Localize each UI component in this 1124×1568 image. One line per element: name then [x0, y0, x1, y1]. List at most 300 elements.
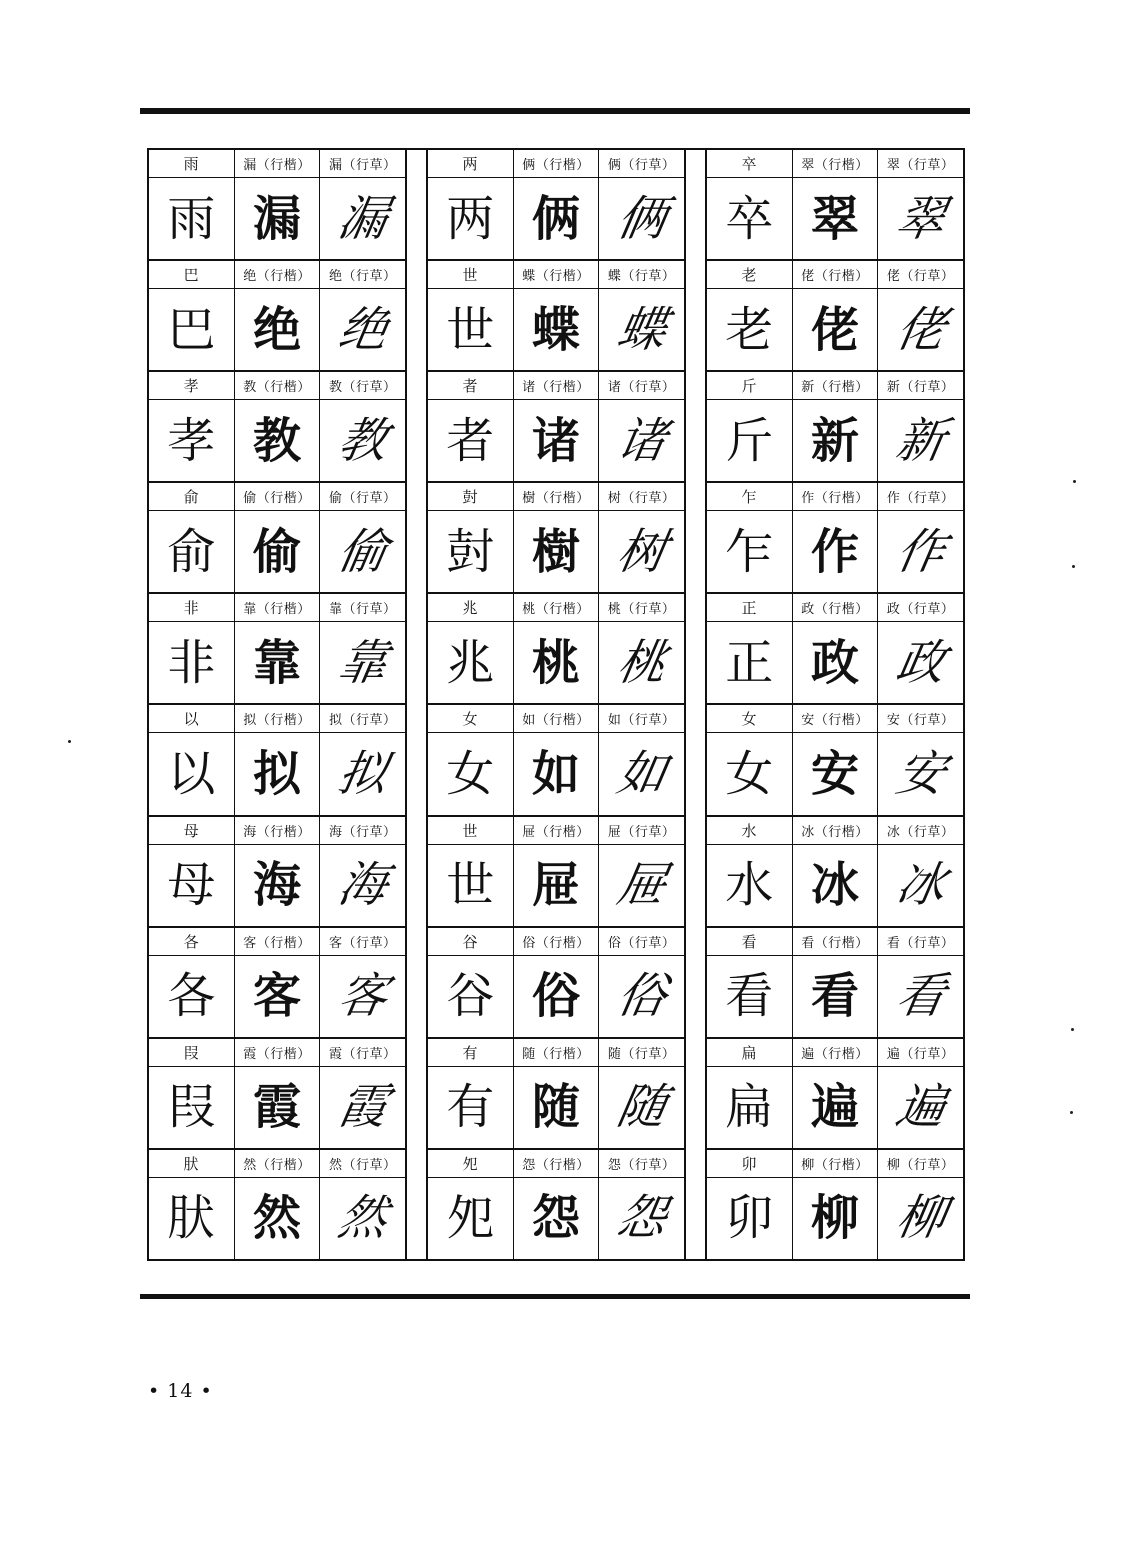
- xingkai-label: 桃（行楷）: [522, 602, 590, 618]
- xingcao-glyph-cell: [320, 733, 405, 814]
- xingkai-glyph: 屉: [531, 857, 580, 914]
- character-entry: [149, 1039, 405, 1150]
- component-label-cell: [149, 594, 235, 621]
- xingkai-glyph-cell: [235, 289, 321, 370]
- xingkai-label-cell: [514, 261, 600, 288]
- entry-glyph-row: [428, 733, 684, 814]
- component-label-cell: [707, 594, 793, 621]
- xingkai-label-cell: [793, 372, 879, 399]
- component-label-cell: [707, 372, 793, 399]
- component-glyph-cell: [428, 1178, 514, 1259]
- xingkai-glyph: 政: [810, 634, 859, 691]
- xingcao-label: 树（行草）: [607, 491, 676, 507]
- component-label-cell: [428, 261, 514, 288]
- xingcao-glyph-cell: [320, 845, 405, 926]
- entry-glyph-row: [428, 178, 684, 259]
- component-label: 两: [462, 155, 479, 173]
- xingcao-label: 如（行草）: [607, 713, 676, 729]
- component-label-cell: [149, 705, 235, 732]
- xingkai-label: 霞（行楷）: [243, 1046, 311, 1062]
- xingcao-label-cell: [599, 928, 684, 955]
- component-glyph-cell: [707, 622, 793, 703]
- component-label-cell: [428, 483, 514, 510]
- component-label: 老: [741, 266, 758, 285]
- xingkai-label-cell: [235, 705, 321, 732]
- xingcao-label-cell: [878, 483, 963, 510]
- xingkai-glyph: 诸: [531, 412, 580, 469]
- component-glyph: 兆: [446, 634, 495, 691]
- component-label: 有: [462, 1043, 479, 1062]
- xingcao-glyph-cell: [599, 1178, 684, 1259]
- xingcao-glyph: 然: [333, 1190, 392, 1247]
- character-entry: [707, 261, 963, 372]
- xingcao-label: 霞（行草）: [328, 1046, 397, 1062]
- character-entry: [707, 483, 963, 594]
- entry-label-row: [707, 261, 963, 289]
- entry-glyph-row: [428, 400, 684, 481]
- entry-glyph-row: [149, 1067, 405, 1148]
- xingkai-glyph: 如: [531, 746, 580, 803]
- entry-glyph-row: [707, 733, 963, 814]
- xingkai-label: 俗（行楷）: [522, 935, 590, 951]
- component-glyph-cell: [428, 845, 514, 926]
- xingkai-label: 冰（行楷）: [801, 824, 869, 840]
- component-glyph: 雨: [167, 190, 216, 247]
- component-glyph: 老: [725, 301, 774, 358]
- xingcao-glyph: 树: [612, 523, 671, 580]
- xingkai-glyph-cell: [235, 622, 321, 703]
- xingcao-glyph: 柳: [891, 1190, 950, 1247]
- xingkai-glyph: 绝: [253, 301, 302, 358]
- xingkai-glyph-cell: [235, 845, 321, 926]
- entry-label-row: [149, 817, 405, 845]
- component-label: 女: [741, 710, 758, 729]
- component-label: 谷: [462, 932, 479, 951]
- component-glyph: 俞: [167, 523, 216, 580]
- xingkai-label-cell: [514, 372, 600, 399]
- entry-glyph-row: [428, 622, 684, 703]
- entry-label-row: [149, 1039, 405, 1067]
- entry-label-row: [707, 705, 963, 733]
- xingkai-label: 樹（行楷）: [522, 491, 590, 507]
- speck: [1071, 1028, 1074, 1031]
- component-glyph: 巴: [167, 301, 216, 358]
- component-glyph: 者: [446, 412, 495, 469]
- component-glyph-cell: [707, 511, 793, 592]
- panel-right: [707, 150, 963, 1259]
- xingkai-label: 海（行楷）: [243, 824, 311, 840]
- component-glyph: 肰: [167, 1190, 216, 1247]
- xingkai-glyph-cell: [514, 622, 600, 703]
- xingkai-glyph-cell: [235, 956, 321, 1037]
- xingkai-glyph-cell: [514, 733, 600, 814]
- character-entry: [149, 150, 405, 261]
- component-glyph-cell: [149, 956, 235, 1037]
- xingkai-label: 偷（行楷）: [243, 491, 311, 507]
- xingkai-label: 作（行楷）: [801, 491, 869, 507]
- component-glyph-cell: [149, 1178, 235, 1259]
- component-glyph-cell: [707, 289, 793, 370]
- xingkai-label-cell: [235, 1039, 321, 1066]
- xingkai-label-cell: [235, 483, 321, 510]
- xingkai-label: 靠（行楷）: [243, 602, 311, 618]
- component-glyph-cell: [149, 511, 235, 592]
- entry-label-row: [149, 372, 405, 400]
- xingkai-glyph: 拟: [253, 746, 302, 803]
- xingkai-glyph-cell: [793, 1067, 879, 1148]
- xingcao-glyph-cell: [320, 289, 405, 370]
- xingcao-label: 翠（行草）: [886, 158, 955, 173]
- xingcao-glyph: 诸: [612, 412, 671, 469]
- entry-glyph-row: [707, 845, 963, 926]
- xingkai-glyph: 冰: [810, 857, 859, 914]
- character-entry: [149, 261, 405, 372]
- xingcao-glyph: 随: [612, 1079, 671, 1136]
- entry-label-row: [428, 261, 684, 289]
- character-entry: [428, 150, 684, 261]
- component-glyph-cell: [149, 1067, 235, 1148]
- character-entry: [707, 817, 963, 928]
- xingcao-label: 随（行草）: [607, 1046, 676, 1062]
- xingcao-label: 客（行草）: [328, 935, 397, 951]
- entry-label-row: [707, 928, 963, 956]
- xingkai-glyph: 翠: [810, 190, 859, 247]
- entry-label-row: [428, 817, 684, 845]
- xingcao-glyph-cell: [320, 622, 405, 703]
- component-glyph: 扁: [725, 1079, 774, 1136]
- speck: [68, 740, 71, 743]
- xingkai-label-cell: [514, 483, 600, 510]
- entry-glyph-row: [707, 178, 963, 259]
- entry-glyph-row: [707, 1178, 963, 1259]
- entry-glyph-row: [707, 511, 963, 592]
- entry-label-row: [428, 1150, 684, 1178]
- panel-middle: [428, 150, 684, 1259]
- xingcao-glyph-cell: [599, 1067, 684, 1148]
- component-label-cell: [707, 1039, 793, 1066]
- xingcao-glyph-cell: [878, 178, 963, 259]
- component-glyph: 各: [167, 968, 216, 1025]
- xingcao-label-cell: [599, 705, 684, 732]
- xingkai-glyph-cell: [793, 622, 879, 703]
- xingkai-label: 安（行楷）: [801, 713, 869, 729]
- character-entry: [428, 817, 684, 928]
- component-glyph-cell: [428, 1067, 514, 1148]
- xingcao-glyph-cell: [878, 956, 963, 1037]
- entry-glyph-row: [707, 400, 963, 481]
- component-label-cell: [149, 372, 235, 399]
- xingkai-label: 绝（行楷）: [243, 269, 311, 285]
- xingkai-label: 佬（行楷）: [801, 269, 869, 285]
- component-label-cell: [149, 817, 235, 844]
- character-entry: [707, 705, 963, 816]
- component-glyph-cell: [428, 400, 514, 481]
- xingcao-label-cell: [878, 1150, 963, 1177]
- entry-label-row: [707, 1150, 963, 1178]
- component-glyph: 两: [446, 190, 495, 247]
- xingkai-label-cell: [235, 261, 321, 288]
- xingcao-label: 柳（行草）: [886, 1157, 955, 1173]
- xingkai-glyph-cell: [793, 511, 879, 592]
- character-entry: [149, 372, 405, 483]
- component-glyph-cell: [707, 733, 793, 814]
- xingcao-glyph: 客: [333, 968, 392, 1025]
- component-label-cell: [428, 817, 514, 844]
- xingkai-glyph: 靠: [253, 634, 302, 691]
- xingkai-glyph: 客: [253, 968, 302, 1025]
- xingcao-glyph-cell: [320, 400, 405, 481]
- panel-left: [149, 150, 405, 1259]
- character-entry: [149, 594, 405, 705]
- character-entry: [707, 150, 963, 261]
- xingcao-glyph-cell: [878, 400, 963, 481]
- component-label-cell: [428, 372, 514, 399]
- xingkai-glyph: 遍: [810, 1079, 859, 1136]
- component-glyph-cell: [428, 733, 514, 814]
- xingkai-glyph-cell: [514, 511, 600, 592]
- xingcao-glyph-cell: [599, 956, 684, 1037]
- entry-glyph-row: [428, 845, 684, 926]
- xingcao-label: 绝（行草）: [328, 269, 397, 285]
- entry-label-row: [707, 817, 963, 845]
- component-label: 斤: [741, 377, 758, 396]
- component-label: 水: [741, 821, 758, 840]
- character-entry: [428, 483, 684, 594]
- xingkai-label-cell: [514, 150, 600, 177]
- xingkai-label-cell: [514, 817, 600, 844]
- xingkai-glyph: 安: [810, 746, 859, 803]
- xingcao-label-cell: [599, 1150, 684, 1177]
- xingcao-glyph: 偷: [333, 523, 392, 580]
- xingcao-glyph: 桃: [612, 634, 671, 691]
- xingcao-label: 冰（行草）: [886, 824, 955, 840]
- xingkai-glyph-cell: [235, 1067, 321, 1148]
- component-label: 夗: [462, 1154, 479, 1173]
- xingkai-glyph-cell: [793, 400, 879, 481]
- component-label: 兆: [462, 599, 479, 618]
- entry-label-row: [707, 594, 963, 622]
- component-label: 世: [462, 266, 479, 285]
- component-label: 非: [183, 599, 200, 618]
- xingkai-label: 蝶（行楷）: [522, 269, 590, 285]
- entry-label-row: [149, 594, 405, 622]
- entry-label-row: [149, 261, 405, 289]
- page-number: • 14 •: [148, 1380, 213, 1402]
- entry-label-row: [428, 928, 684, 956]
- component-label-cell: [707, 705, 793, 732]
- component-label-cell: [149, 483, 235, 510]
- component-glyph: 夗: [446, 1190, 495, 1247]
- xingkai-label-cell: [235, 817, 321, 844]
- xingkai-label-cell: [235, 594, 321, 621]
- xingcao-label-cell: [320, 1039, 405, 1066]
- xingkai-glyph-cell: [235, 178, 321, 259]
- entry-label-row: [707, 372, 963, 400]
- xingcao-glyph-cell: [320, 511, 405, 592]
- xingkai-glyph: 霞: [253, 1079, 302, 1136]
- xingkai-glyph-cell: [793, 289, 879, 370]
- xingkai-label: 教（行楷）: [243, 380, 311, 396]
- xingkai-glyph: 蝶: [531, 301, 580, 358]
- entry-label-row: [149, 1150, 405, 1178]
- xingkai-glyph-cell: [514, 845, 600, 926]
- xingcao-label-cell: [320, 261, 405, 288]
- xingkai-glyph: 漏: [253, 190, 302, 247]
- component-glyph: 母: [167, 857, 216, 914]
- xingkai-glyph: 桃: [531, 634, 580, 691]
- xingkai-glyph: 偷: [253, 523, 302, 580]
- xingcao-label: 俩（行草）: [607, 158, 676, 173]
- xingcao-glyph: 翠: [891, 190, 950, 247]
- xingkai-label: 然（行楷）: [243, 1157, 311, 1173]
- xingkai-glyph: 然: [253, 1190, 302, 1247]
- xingcao-glyph-cell: [878, 1178, 963, 1259]
- character-entry: [707, 372, 963, 483]
- character-entry: [428, 594, 684, 705]
- top-rule: [140, 108, 970, 114]
- component-glyph-cell: [428, 178, 514, 259]
- xingcao-glyph-cell: [599, 289, 684, 370]
- component-label: 扁: [741, 1043, 758, 1062]
- xingkai-glyph-cell: [514, 956, 600, 1037]
- character-entry: [707, 928, 963, 1039]
- entry-glyph-row: [707, 289, 963, 370]
- xingkai-glyph: 看: [810, 968, 859, 1025]
- entry-label-row: [707, 483, 963, 511]
- character-entry: [149, 705, 405, 816]
- entry-label-row: [707, 1039, 963, 1067]
- xingcao-glyph: 霞: [333, 1079, 392, 1136]
- xingkai-glyph: 教: [253, 412, 302, 469]
- character-entry: [428, 372, 684, 483]
- xingkai-label-cell: [793, 817, 879, 844]
- component-label-cell: [149, 261, 235, 288]
- xingcao-label-cell: [599, 372, 684, 399]
- entry-glyph-row: [149, 178, 405, 259]
- component-label: 乍: [741, 488, 758, 507]
- xingkai-glyph-cell: [793, 1178, 879, 1259]
- xingkai-label: 俩（行楷）: [522, 158, 590, 173]
- xingcao-label: 遍（行草）: [886, 1046, 955, 1062]
- component-label: 各: [183, 932, 200, 951]
- character-entry: [428, 928, 684, 1039]
- panel-gutter: [405, 150, 428, 1259]
- xingcao-label-cell: [878, 928, 963, 955]
- bottom-rule: [140, 1294, 970, 1299]
- panel-gutter: [684, 150, 707, 1259]
- xingcao-label: 诸（行草）: [607, 380, 676, 396]
- entry-glyph-row: [707, 622, 963, 703]
- component-glyph: 非: [167, 634, 216, 691]
- component-glyph: 正: [725, 634, 774, 691]
- xingkai-label-cell: [235, 1150, 321, 1177]
- xingcao-label: 怨（行草）: [607, 1157, 676, 1173]
- xingkai-glyph: 随: [531, 1079, 580, 1136]
- component-glyph: 乍: [725, 523, 774, 580]
- xingkai-glyph-cell: [793, 733, 879, 814]
- xingcao-label-cell: [320, 483, 405, 510]
- component-label: 看: [741, 932, 758, 951]
- entry-label-row: [428, 150, 684, 178]
- component-label: 俞: [183, 488, 200, 507]
- xingcao-glyph: 新: [891, 412, 950, 469]
- xingcao-label: 新（行草）: [886, 380, 955, 396]
- xingkai-label: 翠（行楷）: [801, 158, 869, 173]
- xingcao-label-cell: [320, 372, 405, 399]
- component-label: 母: [183, 821, 200, 840]
- xingcao-glyph-cell: [878, 1067, 963, 1148]
- xingcao-glyph: 漏: [333, 190, 392, 247]
- xingkai-glyph-cell: [793, 845, 879, 926]
- xingcao-label-cell: [878, 817, 963, 844]
- speck: [1070, 1111, 1073, 1114]
- character-entry: [149, 483, 405, 594]
- component-label-cell: [707, 483, 793, 510]
- component-label-cell: [428, 1039, 514, 1066]
- xingkai-label-cell: [793, 705, 879, 732]
- xingkai-glyph-cell: [793, 178, 879, 259]
- component-glyph: 尌: [446, 523, 495, 580]
- xingkai-glyph: 樹: [531, 523, 580, 580]
- entry-glyph-row: [149, 511, 405, 592]
- entry-glyph-row: [428, 1067, 684, 1148]
- xingcao-glyph: 海: [333, 857, 392, 914]
- entry-label-row: [428, 705, 684, 733]
- xingkai-glyph: 俩: [531, 190, 580, 247]
- xingkai-label-cell: [235, 150, 321, 177]
- xingkai-glyph-cell: [514, 289, 600, 370]
- xingcao-label-cell: [599, 1039, 684, 1066]
- xingkai-label: 屉（行楷）: [522, 824, 590, 840]
- xingkai-glyph-cell: [793, 956, 879, 1037]
- component-glyph: 世: [446, 857, 495, 914]
- xingcao-glyph: 政: [891, 634, 950, 691]
- component-glyph: 叚: [167, 1079, 216, 1136]
- component-glyph-cell: [707, 845, 793, 926]
- xingcao-glyph: 俗: [612, 968, 671, 1025]
- xingkai-label: 诸（行楷）: [522, 380, 590, 396]
- xingcao-label-cell: [878, 594, 963, 621]
- entry-label-row: [428, 483, 684, 511]
- component-glyph: 女: [446, 746, 495, 803]
- component-glyph: 孝: [167, 412, 216, 469]
- component-label: 孝: [183, 377, 200, 396]
- xingkai-label-cell: [793, 483, 879, 510]
- entry-label-row: [149, 928, 405, 956]
- xingcao-label-cell: [320, 928, 405, 955]
- xingkai-label-cell: [235, 372, 321, 399]
- xingkai-label-cell: [793, 928, 879, 955]
- xingcao-glyph: 屉: [612, 857, 671, 914]
- component-label: 叚: [183, 1043, 200, 1062]
- xingkai-label-cell: [514, 1150, 600, 1177]
- xingkai-label: 拟（行楷）: [243, 713, 311, 729]
- component-label: 卒: [741, 155, 758, 173]
- xingcao-glyph: 蝶: [612, 301, 671, 358]
- xingcao-label: 看（行草）: [886, 935, 955, 951]
- component-label-cell: [707, 817, 793, 844]
- xingkai-glyph-cell: [514, 178, 600, 259]
- component-glyph: 卯: [725, 1190, 774, 1247]
- component-label: 世: [462, 821, 479, 840]
- xingcao-label: 漏（行草）: [328, 158, 397, 173]
- component-glyph-cell: [707, 178, 793, 259]
- xingkai-glyph: 柳: [810, 1190, 859, 1247]
- component-label: 女: [462, 710, 479, 729]
- xingcao-glyph-cell: [320, 1067, 405, 1148]
- xingcao-label: 屉（行草）: [607, 824, 676, 840]
- character-entry: [707, 1039, 963, 1150]
